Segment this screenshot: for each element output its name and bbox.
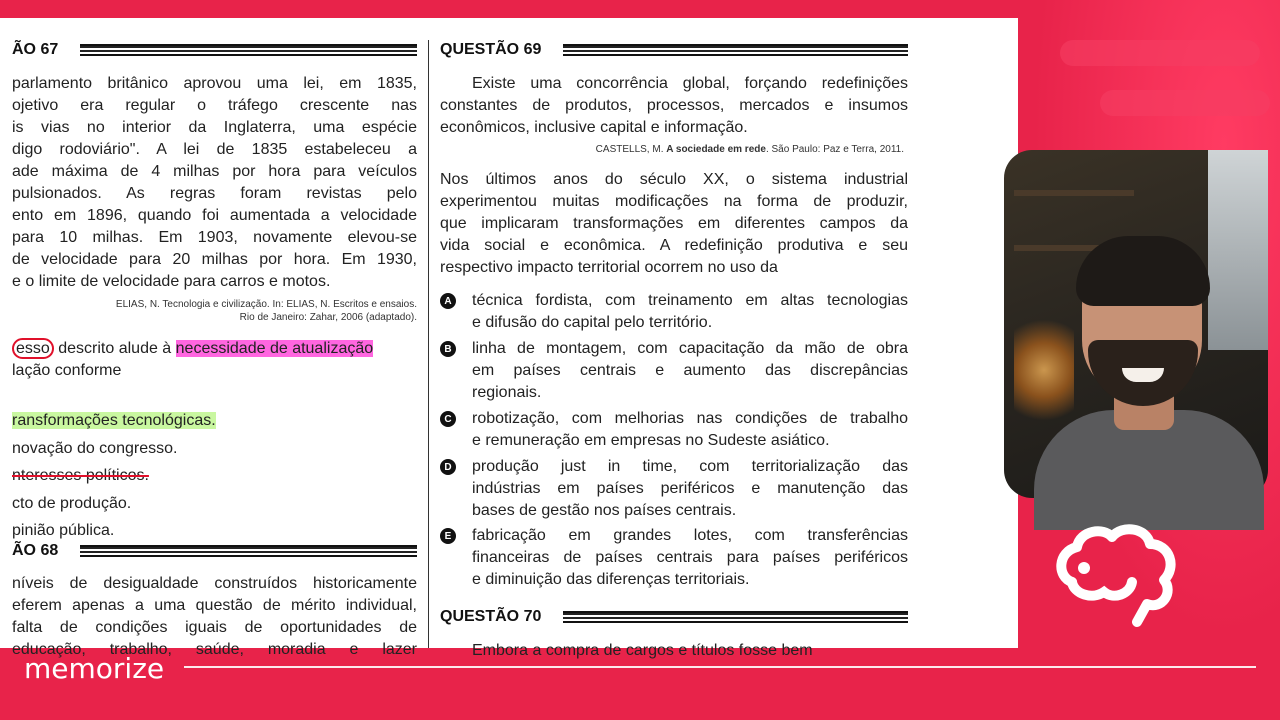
- question-69-source: [596, 143, 904, 156]
- source-line: ELIAS, N. Tecnologia e civilização. In: ELIAS, N. Escritos e ensaios.: [115, 299, 417, 310]
- question-68-header: [12, 540, 417, 562]
- option-text: bases de gestão nos países centrais.: [472, 502, 737, 519]
- option-text: produção just in time, com territorialização das: [472, 458, 908, 475]
- text-line: educação, trabalho, saúde, moradia e lazer: [12, 641, 417, 658]
- option-letter-badge: E: [440, 528, 456, 544]
- question-67-option[interactable]: [12, 520, 114, 542]
- text-line: falta de condições iguais de oportunidades de: [12, 619, 417, 636]
- text-line: digo rodoviário". A lei de 1835 estabeleceu a: [12, 141, 417, 158]
- source-rest: . São Paulo: Paz e Terra, 2011.: [765, 144, 904, 155]
- option-text: técnica fordista, com treinamento em altas tecnologias: [472, 292, 908, 309]
- question-70-text: [472, 640, 908, 662]
- text-line: eferem apenas a uma questão de mérito individual,: [12, 597, 417, 614]
- question-67-source: [116, 298, 417, 324]
- question-67-text: [12, 73, 417, 293]
- header-bar: [563, 611, 908, 623]
- brain-logo-icon: [1052, 522, 1182, 632]
- column-divider: [428, 40, 429, 648]
- lamp: [1014, 310, 1074, 430]
- question-70-header: [440, 606, 908, 628]
- source-title: A sociedade em rede: [666, 144, 766, 155]
- option-text: linha de montagem, com capacitação da mão de obra: [472, 340, 908, 357]
- bookshelf: [1014, 190, 1134, 196]
- text-line: Nos últimos anos do século XX, o sistema industrial: [440, 171, 908, 188]
- option-text: novação do congresso.: [12, 440, 178, 457]
- source-line: Rio de Janeiro: Zahar, 2006 (adaptado).: [239, 312, 417, 323]
- highlighted-phrase: necessidade de atualização: [175, 340, 374, 357]
- text-line: pulsionados. As regras foram revistas pelo: [12, 185, 417, 202]
- option-text: fabricação em grandes lotes, com transferências: [472, 527, 908, 544]
- option-letter-badge: B: [440, 341, 456, 357]
- text-line: Embora a compra de cargos e títulos fosse bem: [472, 642, 813, 659]
- stem-text: descrito alude à: [53, 340, 176, 357]
- right-column: [440, 18, 908, 659]
- text-line: experimentou muitas modificações na forma de produzir,: [440, 193, 908, 210]
- option-text: cto de produção.: [12, 495, 132, 512]
- question-68-text: [12, 573, 417, 661]
- text-line: que implicaram transformações em diferentes campos da: [440, 215, 908, 232]
- webcam-feed: [1004, 150, 1268, 498]
- exam-document[interactable]: [0, 18, 1018, 659]
- question-69-epigraph: [440, 73, 908, 139]
- source-author: CASTELLS, M.: [595, 144, 667, 155]
- option-text: ransformações tecnológicas.: [12, 412, 216, 429]
- option-letter-badge: D: [440, 459, 456, 475]
- option-text: e diminuição das diferenças territoriais.: [472, 571, 750, 588]
- option-text: pinião pública.: [12, 522, 115, 539]
- text-line: parlamento britânico aprovou uma lei, em 1835,: [12, 75, 417, 92]
- option-text: indústrias em países periféricos e manutenção das: [472, 480, 908, 497]
- text-line: de velocidade para 20 milhas por hora. Em 1930,: [12, 251, 417, 268]
- presenter-hair: [1076, 236, 1210, 306]
- background-stripe: [1100, 90, 1270, 116]
- header-bar: [80, 545, 417, 557]
- question-67-header: [12, 39, 417, 61]
- question-67-option[interactable]: [12, 465, 149, 487]
- text-line: e o limite de velocidade para carros e motos.: [12, 273, 331, 290]
- brand-logo: memorize: [24, 652, 165, 685]
- circled-word: esso: [12, 338, 54, 359]
- question-69-header: [440, 39, 908, 61]
- text-line: constantes de produtos, processos, mercados e insumos: [440, 97, 908, 114]
- question-67-stem: [12, 338, 417, 382]
- header-bar: [563, 44, 908, 56]
- background-stripe: [1060, 40, 1260, 66]
- text-line: para 10 milhas. Em 1903, novamente elevou-se: [12, 229, 417, 246]
- option-letter-badge: A: [440, 293, 456, 309]
- option-text: financeiras de países centrais para países periféricos: [472, 549, 908, 566]
- text-line: ento em 1896, quando foi aumentada a velocidade: [12, 207, 417, 224]
- left-column: [12, 18, 417, 658]
- question-67-option[interactable]: [12, 438, 177, 460]
- option-text: nteresses políticos.: [12, 467, 149, 484]
- option-letter-badge: C: [440, 411, 456, 427]
- question-67-title: ÃO 67: [12, 41, 59, 58]
- option-text: e remuneração em empresas no Sudeste asiático.: [472, 432, 830, 449]
- text-line: vida social e econômica. A redefinição produtiva e seu: [440, 237, 908, 254]
- text-line: ojetivo era regular o tráfego crescente nas: [12, 97, 417, 114]
- text-line: ade máxima de 4 milhas por hora para veículos: [12, 163, 417, 180]
- question-67-option[interactable]: [12, 493, 131, 515]
- text-line: níveis de desigualdade construídos historicamente: [12, 575, 417, 592]
- header-bar: [80, 44, 417, 56]
- option-text: e difusão do capital pelo território.: [472, 314, 713, 331]
- text-line: econômicos, inclusive capital e informação.: [440, 119, 748, 136]
- window-light: [1208, 150, 1268, 350]
- option-text: em países centrais e aumento das discrepâncias: [472, 362, 908, 379]
- text-line: is vias no interior da Inglaterra, uma espécie: [12, 119, 417, 136]
- option-text: regionais.: [472, 384, 542, 401]
- text-line: Existe uma concorrência global, forçando redefinições: [472, 75, 908, 92]
- question-69-title: QUESTÃO 69: [440, 41, 542, 58]
- footer-divider: [184, 666, 1256, 668]
- question-68-title: ÃO 68: [12, 542, 59, 559]
- text-line: respectivo impacto territorial ocorrem no uso da: [440, 259, 778, 276]
- question-67-option[interactable]: [12, 410, 216, 432]
- question-69-body: [440, 169, 908, 279]
- question-70-title: QUESTÃO 70: [440, 608, 542, 625]
- option-text: robotização, com melhorias nas condições de trabalho: [472, 410, 908, 427]
- stem-text: lação conforme: [12, 362, 122, 379]
